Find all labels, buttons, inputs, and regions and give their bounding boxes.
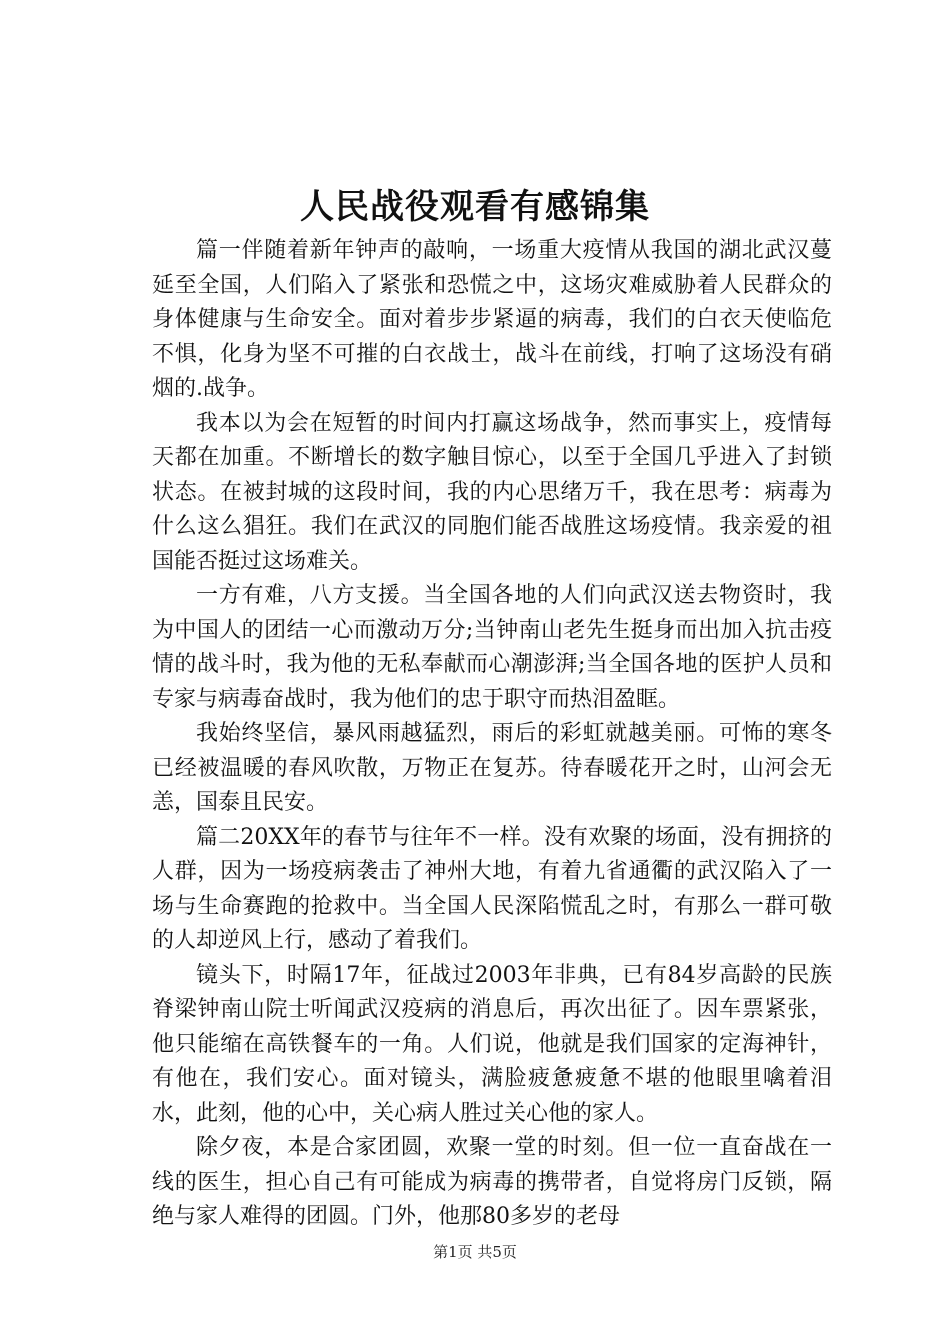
paragraph: 一方有难，八方支援。当全国各地的人们向武汉送去物资时，我为中国人的团结一心而激动万分;当钟南山老先生挺身而出加入抗击疫情的战斗时，我为他的无私奉献而心潮澎湃;当全国各地的医护人员和专家与病毒奋战时，我为他们的忠于职守而热泪盈眶。 bbox=[152, 583, 832, 712]
page-footer: 第1页 共5页 bbox=[433, 1243, 517, 1261]
paragraph: 篇二20XX年的春节与往年不一样。没有欢聚的场面，没有拥挤的人群，因为一场疫病袭击了神州大地，有着九省通衢的武汉陷入了一场与生命赛跑的抢救中。当全国人民深陷慌乱之时，有那么一群可敬的人却逆风上行，感动了着我们。 bbox=[152, 824, 832, 953]
document-title: 人民战役观看有感锦集 bbox=[300, 187, 650, 227]
paragraph: 篇一伴随着新年钟声的敲响，一场重大疫情从我国的湖北武汉蔓延至全国，人们陷入了紧张和恐慌之中，这场灾难威胁着人民群众的身体健康与生命安全。面对着步步紧逼的病毒，我们的白衣天使临危不惧，化身为坚不可摧的白衣战士，战斗在前线，打响了这场没有硝烟的.战争。 bbox=[152, 238, 832, 401]
paragraph: 除夕夜，本是合家团圆，欢聚一堂的时刻。但一位一直奋战在一线的医生，担心自己有可能成为病毒的携带者，自觉将房门反锁，隔绝与家人难得的团圆。门外，他那80多岁的老母 bbox=[152, 1135, 832, 1229]
paragraph: 我本以为会在短暂的时间内打赢这场战争，然而事实上，疫情每天都在加重。不断增长的数字触目惊心，以至于全国几乎进入了封锁状态。在被封城的这段时间，我的内心思绪万千，我在思考：病毒为什么这么猖狂。我们在武汉的同胞们能否战胜这场疫情。我亲爱的祖国能否挺过这场难关。 bbox=[152, 410, 832, 574]
paragraph: 我始终坚信，暴风雨越猛烈，雨后的彩虹就越美丽。可怖的寒冬已经被温暖的春风吹散，万物正在复苏。待春暖花开之时，山河会无恙，国泰且民安。 bbox=[152, 721, 832, 815]
paragraph: 镜头下，时隔17年，征战过2003年非典，已有84岁高龄的民族脊梁钟南山院士听闻武汉疫病的消息后，再次出征了。因车票紧张，他只能缩在高铁餐车的一角。人们说，他就是我们国家的定海神针，有他在，我们安心。面对镜头，满脸疲惫疲惫不堪的他眼里噙着泪水，此刻，他的心中，关心病人胜过关心他的家人。 bbox=[152, 962, 832, 1126]
document-body bbox=[152, 234, 832, 1235]
